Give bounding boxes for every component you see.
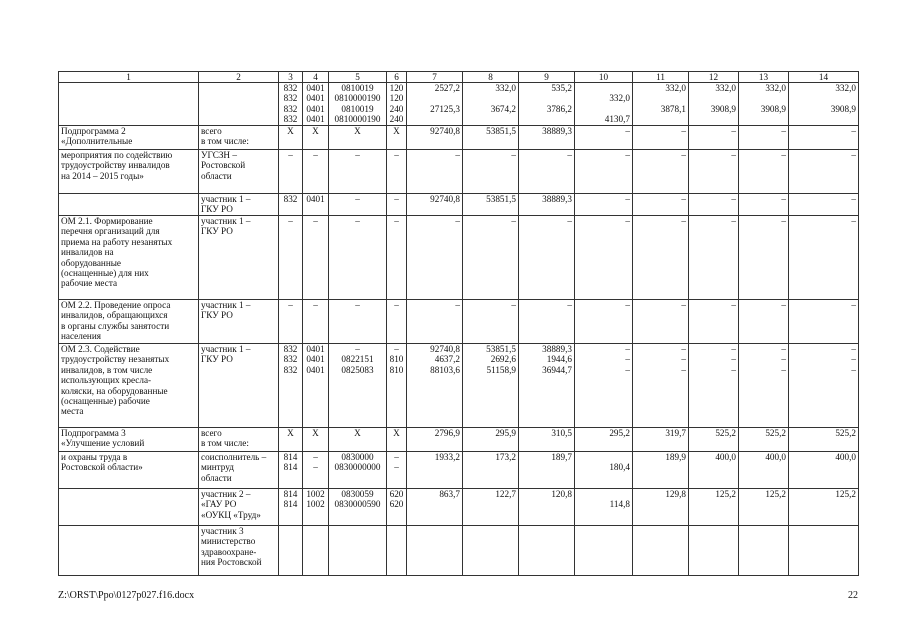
- table-cell: –: [789, 194, 859, 216]
- header-cell: 14: [789, 72, 859, 83]
- table-cell: ОМ 2.1. Формирование перечня организаций для приема на работу незанятых инвалидов на оборудованные (оснащенные) для них рабочие места: [59, 216, 199, 300]
- header-cell: 12: [689, 72, 739, 83]
- table-cell: –: [387, 216, 407, 300]
- table-cell: –: [519, 216, 575, 300]
- table-cell: –: [463, 300, 519, 344]
- table-cell: [59, 194, 199, 216]
- table-cell: – – –: [739, 344, 789, 428]
- table-cell: УГСЗН – Ростовской области: [199, 150, 279, 194]
- page-number: 22: [848, 590, 858, 601]
- table-cell: 332,0 3908,9: [789, 83, 859, 126]
- table-cell: –: [739, 126, 789, 150]
- header-cell: 5: [329, 72, 387, 83]
- table-cell: – 0822151 0825083: [329, 344, 387, 428]
- table-cell: –: [329, 216, 387, 300]
- table-cell: – –: [387, 452, 407, 489]
- table-cell: и охраны труда в Ростовской области»: [59, 452, 199, 489]
- table-cell: 332,0 3878,1: [633, 83, 689, 126]
- table-cell: 0810019 0810000190 0810019 0810000190: [329, 83, 387, 126]
- table-cell: участник 1 – ГКУ РО: [199, 344, 279, 428]
- table-cell: 129,8: [633, 489, 689, 526]
- header-cell: 8: [463, 72, 519, 83]
- table-cell: –: [739, 216, 789, 300]
- table-cell: мероприятия по содействию трудоустройству инвалидов на 2014 – 2015 годы»: [59, 150, 199, 194]
- table-cell: 122,7: [463, 489, 519, 526]
- table-cell: 400,0: [739, 452, 789, 489]
- table-cell: 332,0 3908,9: [689, 83, 739, 126]
- table-cell: –: [407, 216, 463, 300]
- table-cell: 125,2: [689, 489, 739, 526]
- table-cell: 832 832 832 832: [279, 83, 303, 126]
- table-cell: [199, 83, 279, 126]
- table-cell: участник 2 – «ГАУ РО «ОУКЦ «Труд»: [199, 489, 279, 526]
- file-path: Z:\ORST\Ppo\0127p027.f16.docx: [58, 590, 195, 601]
- table-cell: [519, 526, 575, 576]
- header-cell: 10: [575, 72, 633, 83]
- header-cell: 3: [279, 72, 303, 83]
- table-cell: 53851,5: [463, 126, 519, 150]
- table-cell: 332,0 3674,2: [463, 83, 519, 126]
- table-cell: 92740,8 4637,2 88103,6: [407, 344, 463, 428]
- table-cell: Х: [303, 126, 329, 150]
- table-cell: ОМ 2.3. Содействие трудоустройству незанятых инвалидов, в том числе использующих кресла- коляски, на оборудованные (оснащенные) рабочие места: [59, 344, 199, 428]
- table-cell: 535,2 3786,2: [519, 83, 575, 126]
- table-cell: 0401 0401 0401 0401: [303, 83, 329, 126]
- table-cell: –: [689, 216, 739, 300]
- table-cell: [303, 526, 329, 576]
- table-cell: –: [303, 150, 329, 194]
- table-cell: участник 1 – ГКУ РО: [199, 216, 279, 300]
- table-cell: – – –: [789, 344, 859, 428]
- table-cell: –: [279, 216, 303, 300]
- table-cell: 814 814: [279, 489, 303, 526]
- table-cell: –: [575, 150, 633, 194]
- table-row: [59, 489, 859, 526]
- table-cell: –: [519, 300, 575, 344]
- table-cell: –: [407, 300, 463, 344]
- table-cell: Х: [387, 126, 407, 150]
- table-cell: 92740,8: [407, 194, 463, 216]
- table-cell: 620 620: [387, 489, 407, 526]
- table-cell: –: [789, 300, 859, 344]
- table-cell: 38889,3: [519, 126, 575, 150]
- table-row: [59, 300, 859, 344]
- table-cell: –: [303, 300, 329, 344]
- table-cell: всего в том числе:: [199, 126, 279, 150]
- table-cell: 400,0: [789, 452, 859, 489]
- table-cell: 2527,2 27125,3: [407, 83, 463, 126]
- table-cell: всего в том числе:: [199, 428, 279, 452]
- table-cell: [59, 489, 199, 526]
- table-cell: 0830059 0830000590: [329, 489, 387, 526]
- table-cell: 189,9: [633, 452, 689, 489]
- header-cell: 11: [633, 72, 689, 83]
- table-cell: –: [575, 126, 633, 150]
- table-cell: 173,2: [463, 452, 519, 489]
- table-cell: 0830000 0830000000: [329, 452, 387, 489]
- table-row: [59, 126, 859, 150]
- table-row: [59, 428, 859, 452]
- table-cell: –: [689, 194, 739, 216]
- header-cell: 7: [407, 72, 463, 83]
- table-cell: –: [789, 216, 859, 300]
- table-cell: ОМ 2.2. Проведение опроса инвалидов, обращающихся в органы службы занятости населения: [59, 300, 199, 344]
- table-row: [59, 452, 859, 489]
- table-cell: 0401 0401 0401: [303, 344, 329, 428]
- table-cell: 189,7: [519, 452, 575, 489]
- header-cell: 6: [387, 72, 407, 83]
- table-cell: – – –: [689, 344, 739, 428]
- table-cell: – –: [303, 452, 329, 489]
- table-cell: 1933,2: [407, 452, 463, 489]
- table-cell: 2796,9: [407, 428, 463, 452]
- table-cell: 180,4: [575, 452, 633, 489]
- table-cell: Х: [279, 126, 303, 150]
- table-cell: –: [463, 150, 519, 194]
- table-cell: –: [387, 194, 407, 216]
- table-cell: [387, 526, 407, 576]
- table-cell: Х: [329, 428, 387, 452]
- header-cell: 2: [199, 72, 279, 83]
- table-cell: 814 814: [279, 452, 303, 489]
- table-cell: –: [633, 300, 689, 344]
- table-cell: участник 3 министерство здравоохране- ния Ростовской: [199, 526, 279, 576]
- table-cell: [689, 526, 739, 576]
- table-cell: 832: [279, 194, 303, 216]
- table-cell: 310,5: [519, 428, 575, 452]
- table-row: [59, 150, 859, 194]
- table-row: [59, 194, 859, 216]
- table-cell: –: [689, 126, 739, 150]
- header-cell: 13: [739, 72, 789, 83]
- table-cell: –: [407, 150, 463, 194]
- table-cell: 0401: [303, 194, 329, 216]
- table-cell: [59, 526, 199, 576]
- table-cell: [59, 83, 199, 126]
- table-cell: –: [789, 150, 859, 194]
- table-cell: –: [279, 300, 303, 344]
- table-cell: –: [633, 150, 689, 194]
- table-cell: –: [739, 300, 789, 344]
- table-cell: [463, 526, 519, 576]
- table-cell: участник 1 – ГКУ РО: [199, 194, 279, 216]
- table-cell: –: [689, 150, 739, 194]
- table-cell: Подпрограмма 3 «Улучшение условий: [59, 428, 199, 452]
- table-row: [59, 344, 859, 428]
- table-cell: 38889,3 1944,6 36944,7: [519, 344, 575, 428]
- table-cell: 120 120 240 240: [387, 83, 407, 126]
- header-cell: 4: [303, 72, 329, 83]
- table-cell: [407, 526, 463, 576]
- table-cell: 125,2: [789, 489, 859, 526]
- table-row: [59, 526, 859, 576]
- table-cell: –: [387, 300, 407, 344]
- table-cell: –: [387, 150, 407, 194]
- table-cell: Х: [279, 428, 303, 452]
- table-cell: Х: [329, 126, 387, 150]
- table-cell: участник 1 – ГКУ РО: [199, 300, 279, 344]
- table-cell: [789, 526, 859, 576]
- table-cell: 92740,8: [407, 126, 463, 150]
- table-cell: 53851,5: [463, 194, 519, 216]
- table-cell: –: [575, 216, 633, 300]
- table-cell: [633, 526, 689, 576]
- table-cell: 863,7: [407, 489, 463, 526]
- table-cell: –: [739, 194, 789, 216]
- table-cell: 120,8: [519, 489, 575, 526]
- table-cell: 525,2: [789, 428, 859, 452]
- table-cell: –: [633, 194, 689, 216]
- table-cell: соисполнитель – минтруд области: [199, 452, 279, 489]
- table-cell: 332,0 3908,9: [739, 83, 789, 126]
- table-cell: –: [463, 216, 519, 300]
- header-cell: 1: [59, 72, 199, 83]
- table-cell: 332,0 4130,7: [575, 83, 633, 126]
- table-cell: –: [279, 150, 303, 194]
- table-cell: –: [329, 150, 387, 194]
- header-row: [59, 72, 859, 83]
- table-cell: –: [575, 194, 633, 216]
- table-cell: 53851,5 2692,6 51158,9: [463, 344, 519, 428]
- table-cell: 832 832 832: [279, 344, 303, 428]
- table-cell: 400,0: [689, 452, 739, 489]
- table-row: [59, 83, 859, 126]
- table-cell: – – –: [633, 344, 689, 428]
- table-cell: Х: [303, 428, 329, 452]
- table-cell: 525,2: [739, 428, 789, 452]
- table-cell: – – –: [575, 344, 633, 428]
- table-cell: –: [739, 150, 789, 194]
- table-cell: –: [789, 126, 859, 150]
- table-cell: 1002 1002: [303, 489, 329, 526]
- table-cell: [329, 526, 387, 576]
- table-cell: 295,2: [575, 428, 633, 452]
- table-row: [59, 216, 859, 300]
- table-cell: 525,2: [689, 428, 739, 452]
- table-cell: [575, 526, 633, 576]
- table-cell: Х: [387, 428, 407, 452]
- table-cell: –: [633, 216, 689, 300]
- table-cell: –: [329, 194, 387, 216]
- table-cell: Подпрограмма 2 «Дополнительные: [59, 126, 199, 150]
- table-cell: 125,2: [739, 489, 789, 526]
- table-cell: 319,7: [633, 428, 689, 452]
- table-cell: –: [689, 300, 739, 344]
- table-cell: 114,8: [575, 489, 633, 526]
- table-cell: [739, 526, 789, 576]
- table-cell: –: [303, 216, 329, 300]
- header-cell: 9: [519, 72, 575, 83]
- table-cell: –: [633, 126, 689, 150]
- table-cell: 295,9: [463, 428, 519, 452]
- table-cell: –: [575, 300, 633, 344]
- budget-table: [58, 71, 859, 576]
- table-cell: [279, 526, 303, 576]
- table-cell: – 810 810: [387, 344, 407, 428]
- table-cell: –: [329, 300, 387, 344]
- table-cell: 38889,3: [519, 194, 575, 216]
- table-cell: –: [519, 150, 575, 194]
